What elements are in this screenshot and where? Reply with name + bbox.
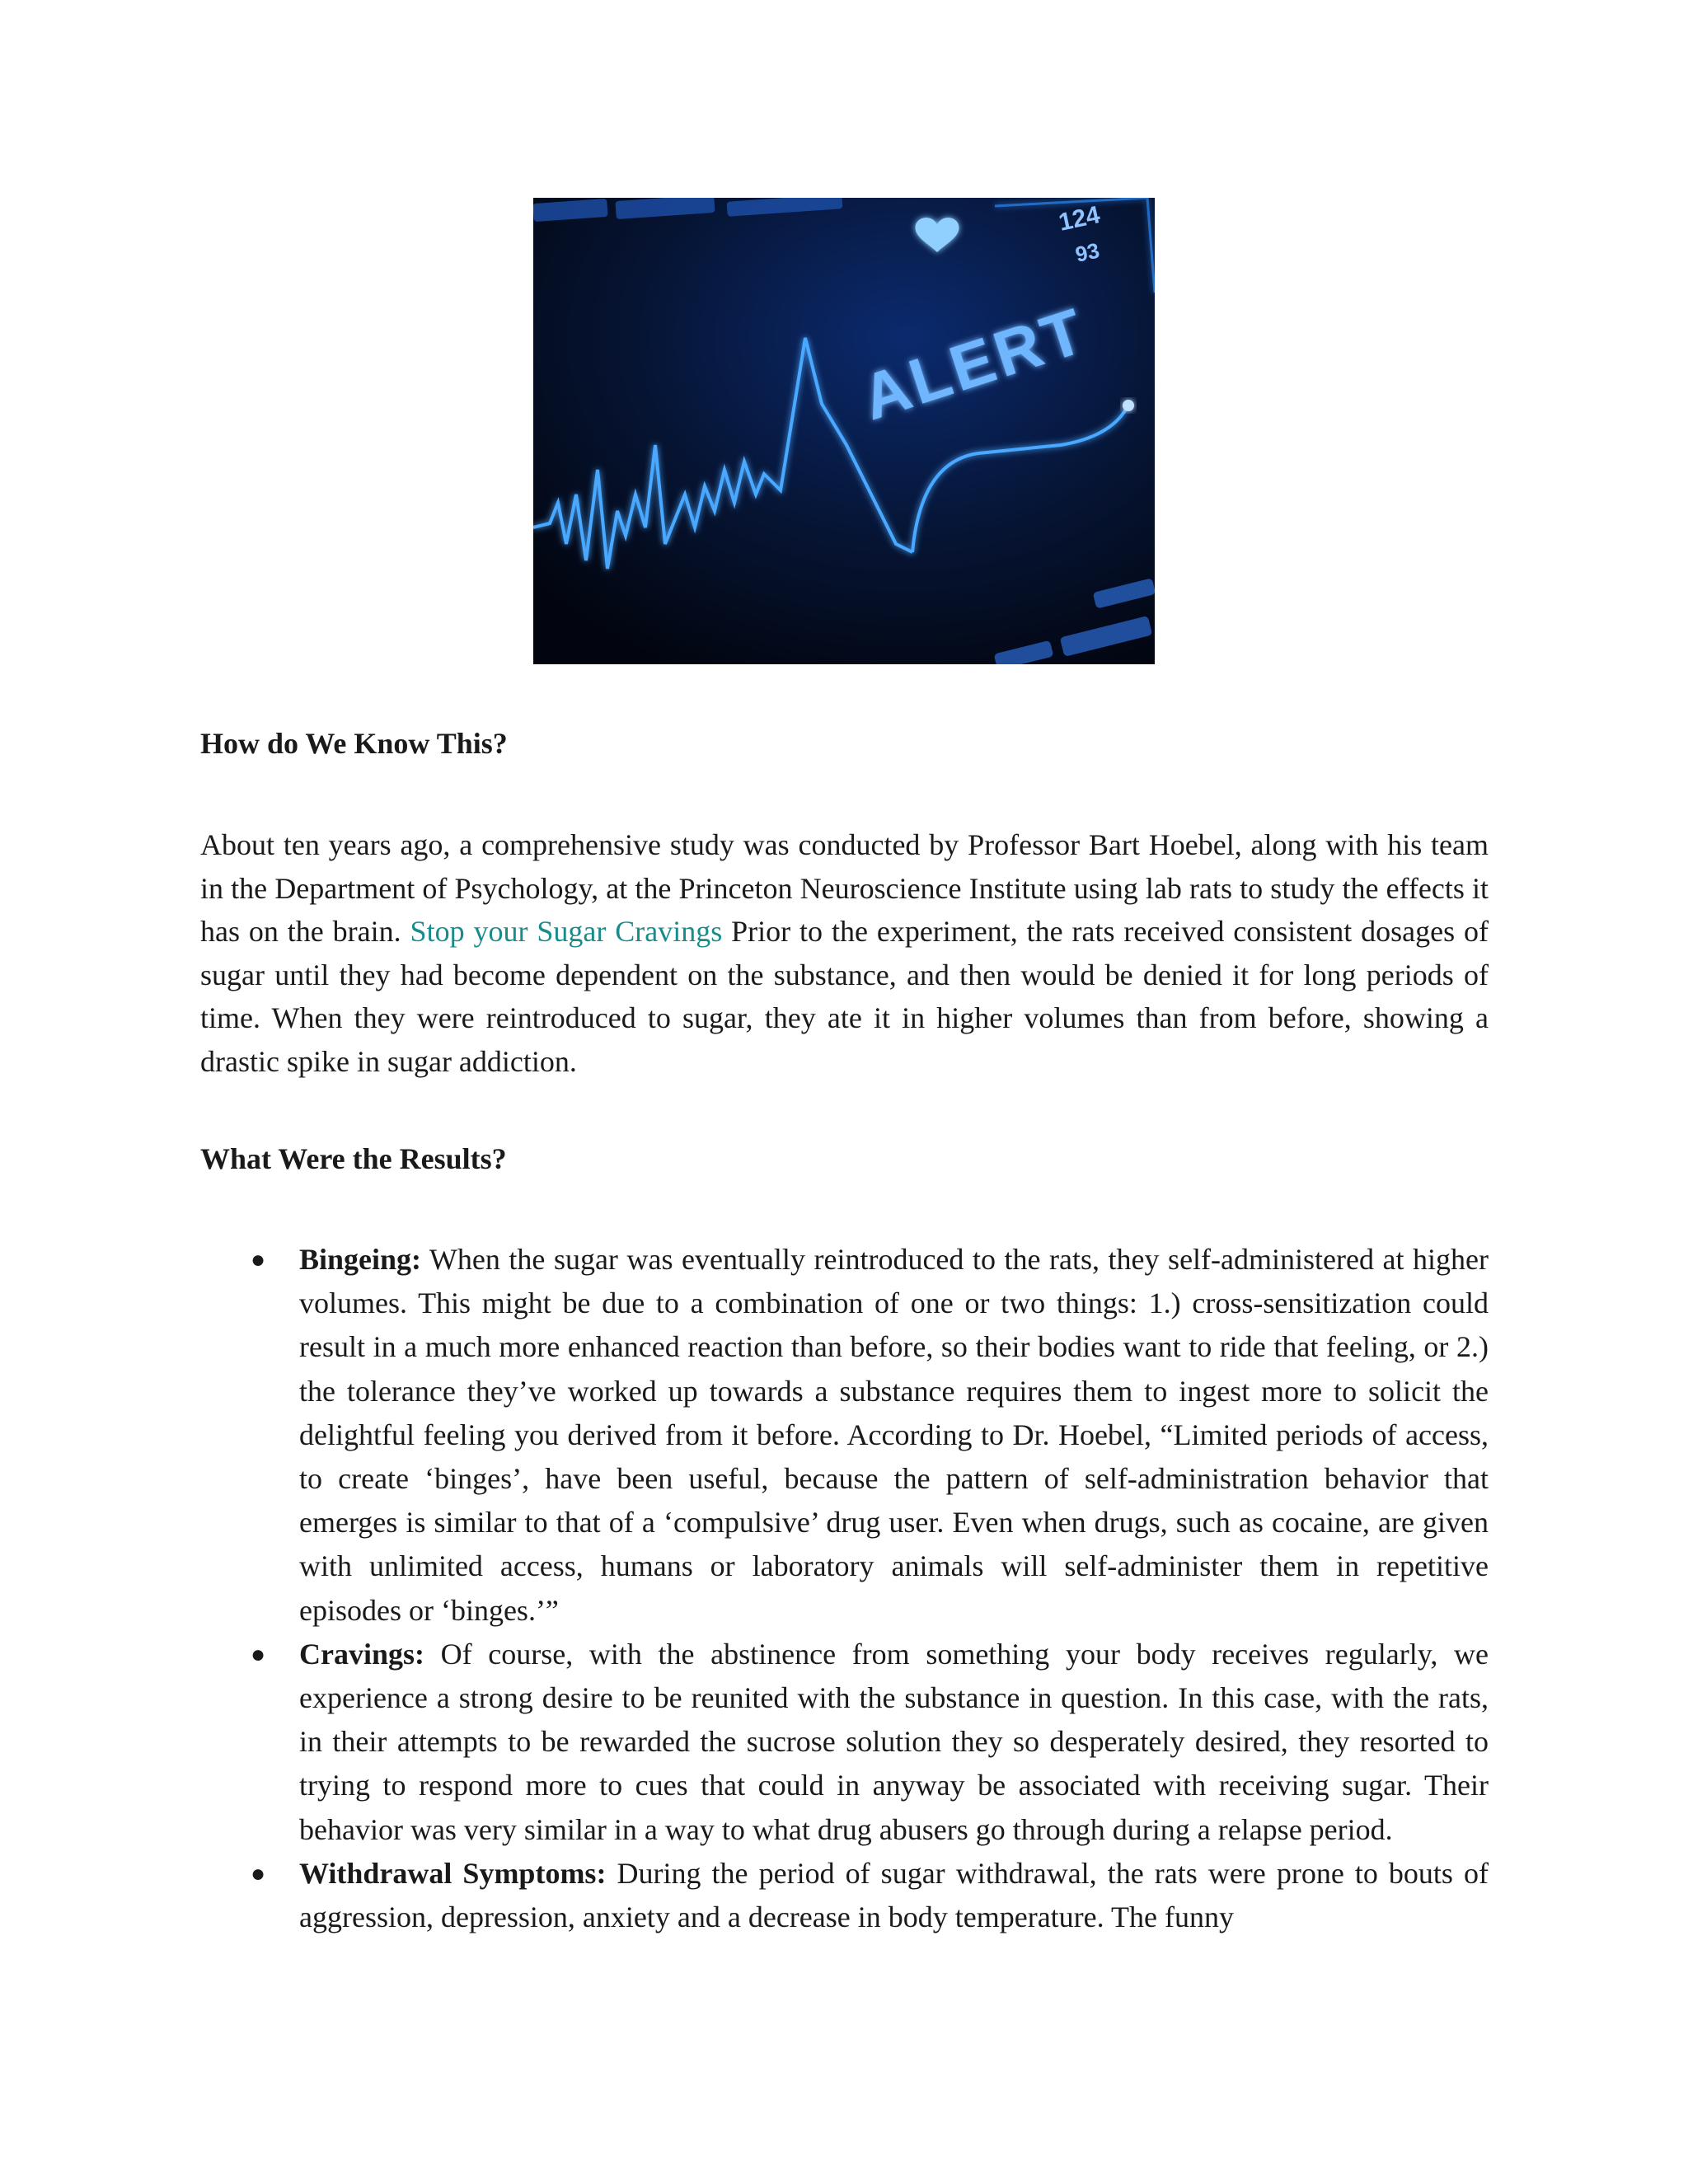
alert-heart-monitor-image [533, 198, 1155, 664]
results-list [200, 1238, 1489, 1939]
list-item-text: Of course, with the abstinence from something your body receives regularly, we experience a strong desire to be reunited with the substance in question. In this case, with the rats, in their attempts to be rewarded the sucrose solution they so desperately desired, they resorted to trying to respond more to cues that could in anyway be associated with receiving sugar. Their behavior was very similar in a way to what drug abusers go through during a relapse period. [299, 1637, 1489, 1846]
monitor-readout-top: 124 [1056, 201, 1103, 237]
list-item-text: During the period of sugar withdrawal, the rats were prone to bouts of aggression, depression, anxiety and a decrease in body temperature. The funny [299, 1856, 1489, 1934]
paragraph-text-before-link: About ten years ago, a comprehensive study was conducted by Professor Bart Hoebel, along with his team in the Department of Psychology, at the Princeton Neuroscience Institute using lab rats to study the effects it has on the brain. [200, 828, 1489, 948]
list-item-term: Withdrawal Symptoms: [299, 1856, 607, 1890]
stop-sugar-cravings-link[interactable]: Stop your Sugar Cravings [410, 915, 723, 948]
bullet-icon: ● [251, 1859, 266, 1887]
list-item-cravings [200, 1633, 1489, 1852]
paragraph-text-after-link: Prior to the experiment, the rats received consistent dosages of sugar until they had become dependent on the substance, and then would be denied it for long periods of time. When they were reintroduced to sugar, they ate it in higher volumes than from before, showing a drastic spike in sugar addiction. [200, 915, 1489, 1078]
section-heading-how-do-we-know: How do We Know This? [200, 727, 508, 760]
section-heading-results: What Were the Results? [200, 1142, 507, 1175]
list-item-withdrawal-symptoms [200, 1852, 1489, 1939]
list-item-text: When the sugar was eventually reintroduced to the rats, they self-administered at higher volumes. This might be due to a combination of one or two things: 1.) cross-sensitization could result in a much more enhanced reaction than before, so their bodies want to ride that feeling, or 2.) the tolerance they’ve worked up towards a substance requires them to ingest more to solicit the delightful feeling you derived from it before. According to Dr. Hoebel, “Limited periods of access, to create ‘binges’, have been useful, because the pattern of self-administration behavior that emerges is similar to that of a ‘compulsive’ drug user. Even when drugs, such as cocaine, are given with unlimited access, humans or laboratory animals will self-administer them in repetitive episodes or ‘binges.’” [299, 1243, 1489, 1627]
list-item-term: Cravings: [299, 1637, 424, 1671]
bullet-icon: ● [251, 1246, 266, 1273]
bullet-icon: ● [251, 1640, 266, 1668]
intro-paragraph [200, 823, 1489, 1083]
monitor-readout-bottom: 93 [1073, 237, 1102, 267]
list-item-bingeing [200, 1238, 1489, 1633]
list-item-term: Bingeing: [299, 1243, 422, 1276]
alert-label: ALERT [853, 293, 1095, 434]
